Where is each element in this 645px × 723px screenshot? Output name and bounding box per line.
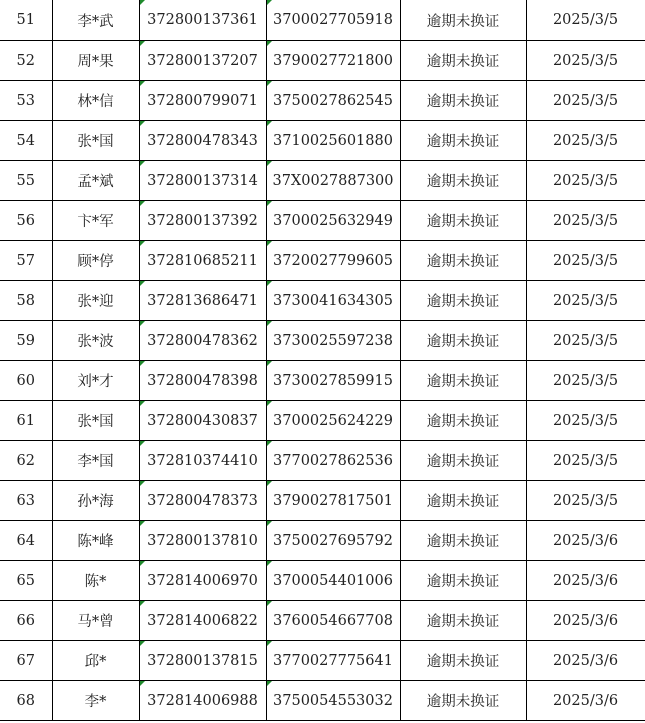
date-cell: 2025/3/5 [526,401,645,441]
date-cell: 2025/3/6 [526,521,645,561]
table-row [0,321,645,361]
name-cell: 顾*停 [52,241,139,281]
name-cell: 孟*斌 [52,161,139,201]
table-row [0,161,645,201]
date-cell: 2025/3/6 [526,601,645,641]
id-number-cell: 372800137392 [139,201,266,241]
license-number-cell: 3710025601880 [266,121,400,161]
table-row [0,0,645,41]
license-number-cell: 3730041634305 [266,281,400,321]
id-number-cell: 372800137207 [139,41,266,81]
status-cell: 逾期未换证 [400,441,526,481]
id-number-cell: 372814006988 [139,681,266,721]
table-row [0,121,645,161]
name-cell: 周*果 [52,41,139,81]
table-row [0,441,645,481]
table-row [0,681,645,721]
status-cell: 逾期未换证 [400,361,526,401]
date-cell: 2025/3/5 [526,361,645,401]
row-number-cell: 63 [0,481,52,521]
license-number-cell: 3700054401006 [266,561,400,601]
date-cell: 2025/3/5 [526,81,645,121]
date-cell: 2025/3/6 [526,681,645,721]
name-cell: 林*信 [52,81,139,121]
table-row [0,561,645,601]
date-cell: 2025/3/5 [526,441,645,481]
license-number-cell: 3720027799605 [266,241,400,281]
row-number-cell: 52 [0,41,52,81]
table-row [0,241,645,281]
date-cell: 2025/3/5 [526,321,645,361]
license-number-cell: 3750027695792 [266,521,400,561]
row-number-cell: 68 [0,681,52,721]
date-cell: 2025/3/6 [526,641,645,681]
date-cell: 2025/3/5 [526,41,645,81]
table-row [0,201,645,241]
id-number-cell: 372814006822 [139,601,266,641]
status-cell: 逾期未换证 [400,401,526,441]
row-number-cell: 67 [0,641,52,681]
id-number-cell: 372810685211 [139,241,266,281]
row-number-cell: 64 [0,521,52,561]
id-number-cell: 372800137810 [139,521,266,561]
name-cell: 刘*才 [52,361,139,401]
id-number-cell: 372800478398 [139,361,266,401]
row-number-cell: 61 [0,401,52,441]
status-cell: 逾期未换证 [400,161,526,201]
status-cell: 逾期未换证 [400,241,526,281]
name-cell: 卞*军 [52,201,139,241]
row-number-cell: 54 [0,121,52,161]
name-cell: 孙*海 [52,481,139,521]
row-number-cell: 55 [0,161,52,201]
status-cell: 逾期未换证 [400,481,526,521]
license-number-cell: 3730027859915 [266,361,400,401]
name-cell: 张*波 [52,321,139,361]
status-cell: 逾期未换证 [400,601,526,641]
name-cell: 张*国 [52,401,139,441]
id-number-cell: 372810374410 [139,441,266,481]
status-cell: 逾期未换证 [400,201,526,241]
row-number-cell: 60 [0,361,52,401]
license-number-cell: 3760054667708 [266,601,400,641]
row-number-cell: 66 [0,601,52,641]
table-row [0,281,645,321]
row-number-cell: 59 [0,321,52,361]
status-cell: 逾期未换证 [400,121,526,161]
name-cell: 陈* [52,561,139,601]
name-cell: 张*迎 [52,281,139,321]
status-cell: 逾期未换证 [400,321,526,361]
license-number-cell: 3790027721800 [266,41,400,81]
table-row [0,641,645,681]
row-number-cell: 56 [0,201,52,241]
status-cell: 逾期未换证 [400,81,526,121]
row-number-cell: 53 [0,81,52,121]
license-number-cell: 3750054553032 [266,681,400,721]
row-number-cell: 57 [0,241,52,281]
license-number-cell: 3700025624229 [266,401,400,441]
license-number-cell: 3770027775641 [266,641,400,681]
name-cell: 邱* [52,641,139,681]
table-row [0,81,645,121]
name-cell: 李*武 [52,0,139,41]
id-number-cell: 372800137815 [139,641,266,681]
row-number-cell: 58 [0,281,52,321]
table-row [0,601,645,641]
date-cell: 2025/3/5 [526,201,645,241]
id-number-cell: 372800799071 [139,81,266,121]
license-number-cell: 3790027817501 [266,481,400,521]
id-number-cell: 372813686471 [139,281,266,321]
license-number-cell: 37X0027887300 [266,161,400,201]
date-cell: 2025/3/5 [526,281,645,321]
row-number-cell: 51 [0,0,52,41]
date-cell: 2025/3/5 [526,0,645,41]
license-number-cell: 3750027862545 [266,81,400,121]
status-cell: 逾期未换证 [400,561,526,601]
name-cell: 张*国 [52,121,139,161]
name-cell: 李*国 [52,441,139,481]
id-number-cell: 372800137314 [139,161,266,201]
id-number-cell: 372800478343 [139,121,266,161]
status-cell: 逾期未换证 [400,641,526,681]
id-number-cell: 372800430837 [139,401,266,441]
license-number-cell: 3700027705918 [266,0,400,41]
date-cell: 2025/3/5 [526,161,645,201]
row-number-cell: 62 [0,441,52,481]
date-cell: 2025/3/6 [526,561,645,601]
id-number-cell: 372814006970 [139,561,266,601]
date-cell: 2025/3/5 [526,481,645,521]
id-number-cell: 372800478373 [139,481,266,521]
row-number-cell: 65 [0,561,52,601]
date-cell: 2025/3/5 [526,121,645,161]
table-row [0,481,645,521]
status-cell: 逾期未换证 [400,281,526,321]
license-number-cell: 3730025597238 [266,321,400,361]
status-cell: 逾期未换证 [400,0,526,41]
table-row [0,401,645,441]
license-number-cell: 3770027862536 [266,441,400,481]
status-cell: 逾期未换证 [400,41,526,81]
date-cell: 2025/3/5 [526,241,645,281]
license-number-cell: 3700025632949 [266,201,400,241]
status-cell: 逾期未换证 [400,681,526,721]
table-row [0,521,645,561]
table-row [0,41,645,81]
name-cell: 陈*峰 [52,521,139,561]
id-number-cell: 372800478362 [139,321,266,361]
name-cell: 马*曾 [52,601,139,641]
table-row [0,361,645,401]
name-cell: 李* [52,681,139,721]
status-cell: 逾期未换证 [400,521,526,561]
id-number-cell: 372800137361 [139,0,266,41]
